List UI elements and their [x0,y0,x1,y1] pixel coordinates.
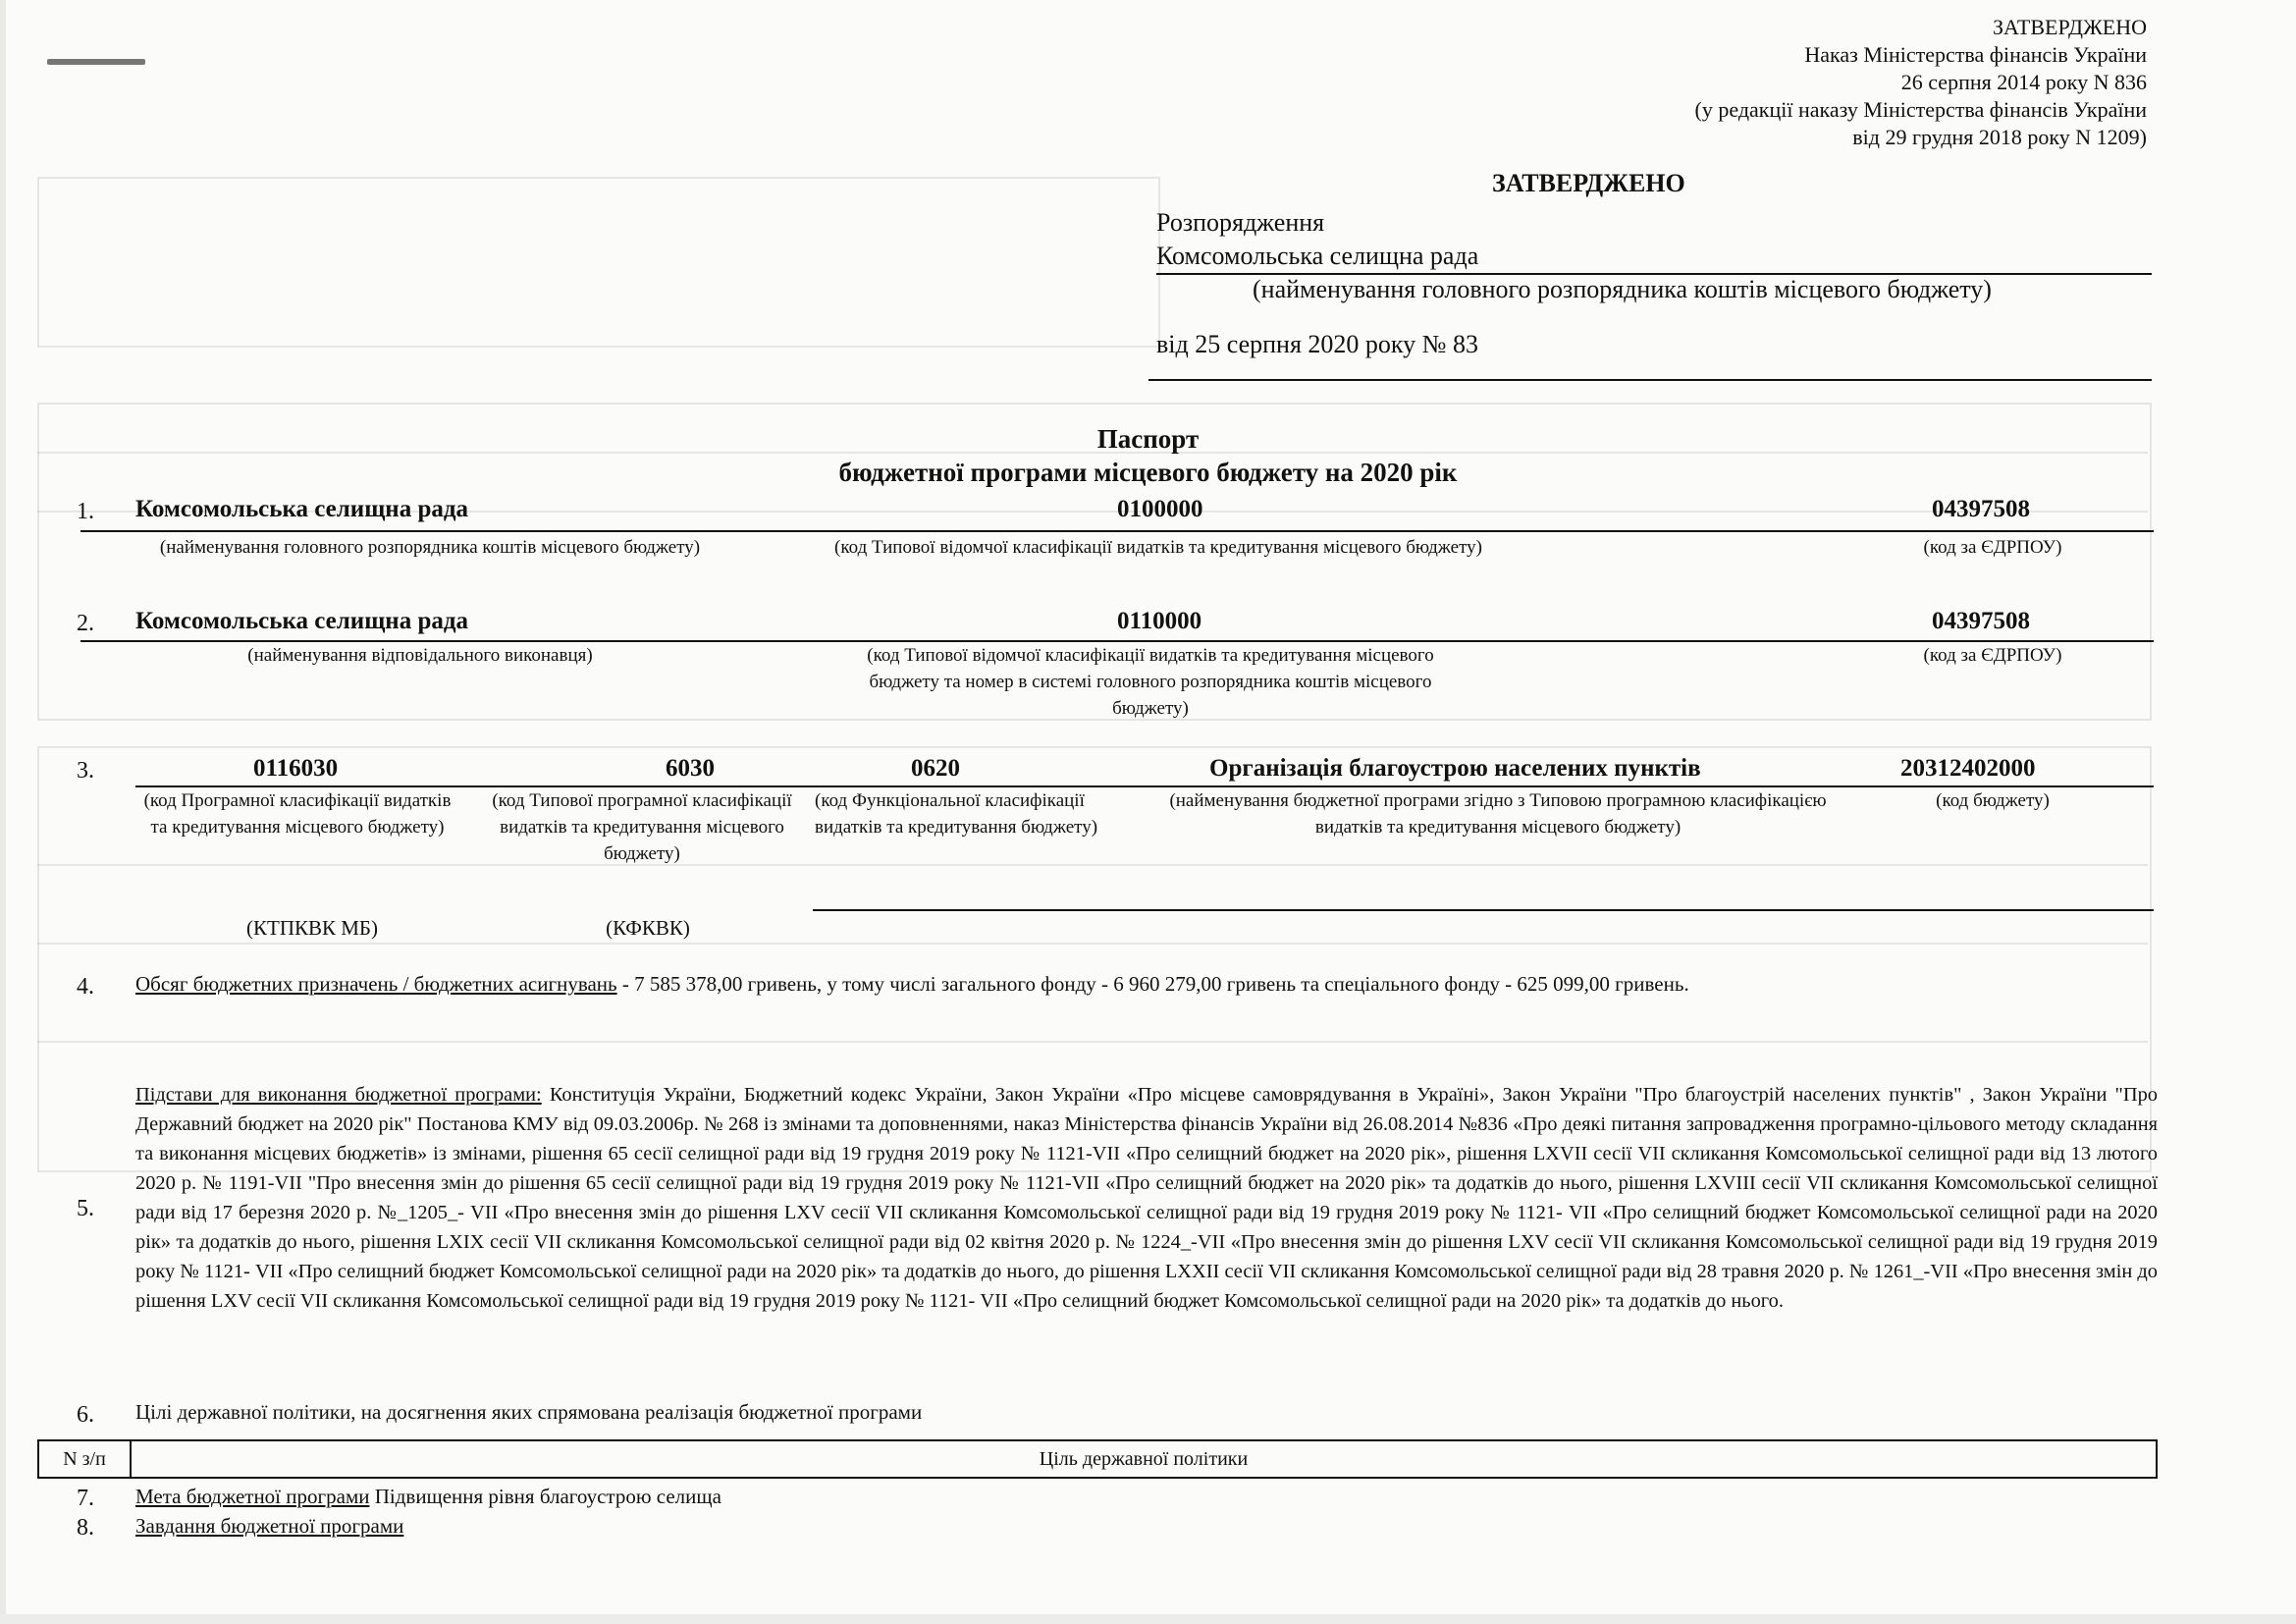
passport-title: Паспорт [1096,424,1200,454]
approval-title: ЗАТВЕРДЖЕНО [1492,169,1685,197]
program-purpose-text: Підвищення рівня благоустрою селища [369,1485,721,1508]
approval-header-line: 26 серпня 2014 року N 836 [1900,70,2147,94]
department-code: 0110000 [1117,608,1202,634]
field-caption: (найменування головного розпорядника коштів місцевого бюджету) [159,537,701,558]
bleed-through-table [37,177,1160,348]
divider [813,909,2154,911]
table-header-number: N з/п [39,1441,132,1477]
program-tasks [135,1514,403,1539]
budget-volume [135,972,1689,997]
state-policy-goals-heading: Цілі державної політики, на досягнення яких спрямована реалізація бюджетної програми [135,1400,923,1424]
divider [1148,379,2152,381]
manager-caption: (найменування головного розпорядника коштів місцевого бюджету) [1253,275,1992,303]
field-caption: (код Типової відомчої класифікації видатків та кредитування місцевого бюджету) [834,537,1482,558]
field-caption: (найменування відповідального виконавця) [247,645,593,666]
ktpkvk-label: (КТПКВК МБ) [246,916,378,940]
divider [80,530,2154,532]
field-caption: (код Функціональної класифікації видатків та кредитування бюджету) [815,790,1098,838]
bleed-through-line [37,1041,2148,1043]
scan-edge-bottom [0,1614,2296,1624]
approval-header-line: Наказ Міністерства фінансів України [1804,42,2147,67]
state-policy-goals-table [37,1439,2158,1479]
kfkvk-label: (КФКВК) [606,916,690,940]
budget-volume-text: - 7 585 378,00 гривень, у тому числі загального фонду - 6 960 279,00 гривень та спеціального фонду - 625 099,00 гривень. [616,972,1689,996]
field-caption: (код Типової програмної класифікації видатків та кредитування місцевого бюджету) [492,790,792,864]
scan-mark [47,59,145,65]
approval-header-line: ЗАТВЕРДЖЕНО [1992,15,2147,39]
item-number: 3. [77,758,94,784]
department-code: 0100000 [1117,496,1203,522]
item-number: 1. [77,499,94,524]
table-header-goal: Ціль державної політики [1039,1447,1249,1470]
functional-code: 0620 [911,755,960,782]
program-purpose-label: Мета бюджетної програми [135,1485,370,1508]
field-caption: (код бюджету) [1936,790,2050,811]
program-purpose [135,1485,721,1509]
field-caption: (найменування бюджетної програми згідно з Типовою програмною класифікацією видатків та кредитування місцевого бюджету) [1169,790,1827,838]
approval-header-line: (у редакції наказу Міністерства фінансів України [1694,97,2147,122]
passport-subtitle: бюджетної програми місцевого бюджету на 2020 рік [838,458,1458,487]
order-label: Розпорядження [1156,208,1325,237]
field-caption: (код за ЄДРПОУ) [1923,537,2062,558]
bleed-through-line [37,864,2148,866]
legal-basis [135,1080,2158,1316]
order-date: від 25 серпня 2020 року № 83 [1156,330,1478,358]
item-number: 4. [77,974,94,1000]
budget-volume-label: Обсяг бюджетних призначень / бюджетних асигнувань [135,972,617,996]
item-number: 7. [77,1486,94,1511]
program-name: Організація благоустрою населених пунктів [1209,755,1701,782]
approval-header-line: від 29 грудня 2018 року N 1209) [1852,125,2147,149]
budget-code: 20312402000 [1900,755,2036,782]
manager-name: Комсомольська селищна рада [135,496,469,522]
field-caption: (код Типової відомчої класифікації видатків та кредитування місцевого бюджету та номер в системі головного розпорядника коштів місцевого бюджету) [867,645,1434,719]
item-number: 6. [77,1402,94,1428]
field-caption: (код Програмної класифікації видатків та кредитування місцевого бюджету) [143,790,452,838]
council-name: Комсомольська селищна рада [1156,242,2152,275]
program-tasks-label: Завдання бюджетної програми [135,1514,404,1538]
scan-edge-left [0,0,6,1624]
legal-basis-label: Підстави для виконання бюджетної програми: [135,1084,542,1106]
approval-header [1695,14,2147,151]
program-code: 0116030 [253,755,339,782]
edrpou-code: 04397508 [1932,496,2030,522]
item-number: 8. [77,1515,94,1541]
edrpou-code: 04397508 [1932,608,2030,634]
field-caption: (код за ЄДРПОУ) [1923,645,2062,666]
item-number: 5. [77,1196,94,1221]
item-number: 2. [77,611,94,636]
typical-program-code: 6030 [666,755,715,782]
bleed-through-line [37,943,2148,945]
executor-name: Комсомольська селищна рада [135,608,469,634]
legal-basis-text: Конституція України, Бюджетний кодекс України, Закон України «Про місцеве самоврядування в Україні», Закон України "Про благоустрій населених пунктів" , Закон України "Про Державний бюджет на 2020 рік" Постанова КМУ від 09.03.2006р. № 268 із змінами та доповненнями, наказ Міністерства фінансів України від 26.08.2014 №836 «Про деякі питання запровадження програмно-цільового методу складання та виконання місцевих бюджетів» із змінами, рішення 65 сесії селищної ради від 19 грудня 2019 року № 1121-VII «Про селищний бюджет на 2020 рік», рішення LXVII сесії VII скликання Комсомольської селищної ради від 13 лютого 2020 р. № 1191-VII "Про внесення змін до рішення 65 сесії селищної ради від 19 грудня 2019 року № 1121-VII «Про селищний бюджет на 2020 рік» та додатків до нього, рішення LXVIII сесії VII скликання Комсомольської селищної ради від 17 березня 2020 р. №_1205_- VII «Про внесення змін до рішення LXV сесії VII скликання Комсомольської селищної ради від 19 грудня 2019 року № 1121- VII «Про селищний бюджет Комсомольської селищної ради на 2020 рік» та додатків до нього, рішення LXIX сесії VII скликання Комсомольської селищної ради від 02 квітня 2020 р. № 1224_-VII «Про внесення змін до рішення LXV сесії VII скликання Комсомольської селищної ради від 19 грудня 2019 року № 1121- VII «Про селищний бюджет Комсомольської селищної ради на 2020 рік» та додатків до нього, до рішення LXXII сесії VII скликання Комсомольської селищної ради від 28 травня 2020 р. № 1261_-VII «Про внесення змін до рішення LXV сесії VII скликання Комсомольської селищної ради від 19 грудня 2019 року № 1121- VII «Про селищний бюджет Комсомольської селищної ради на 2020 рік» та додатків до нього. [135,1084,2158,1312]
